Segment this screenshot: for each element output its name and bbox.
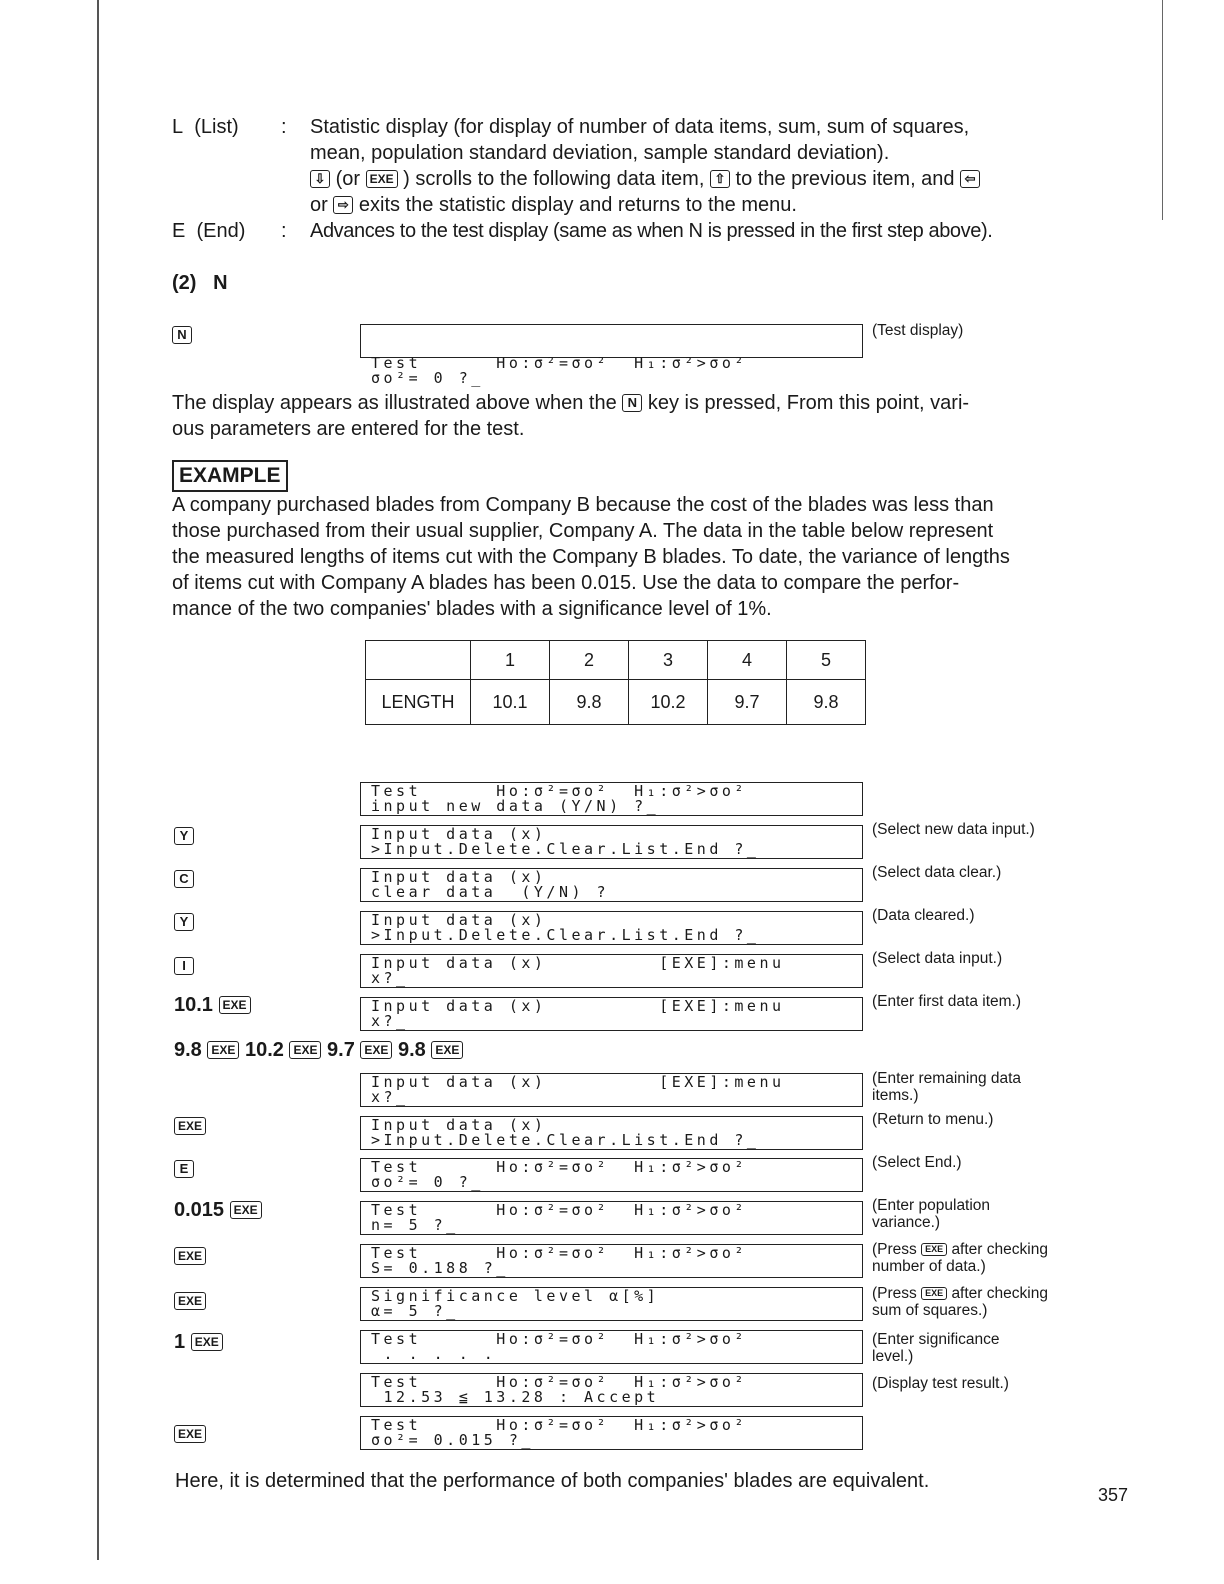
step-note: (Data cleared.) (872, 907, 975, 924)
i-key-icon: I (174, 957, 194, 975)
exe-key-icon: EXE (174, 1292, 206, 1310)
test-display-note: (Test display) (872, 322, 964, 339)
step-note: (Select data clear.) (872, 864, 1002, 881)
lcd-screen: Test Ho:σ²=σo² H₁:σ²>σo² n= 5 ?_ (360, 1201, 863, 1235)
exe-key-icon: EXE (207, 1041, 239, 1059)
lcd-screen: Test Ho:σ²=σo² H₁:σ²>σo² 12.53 ≦ 13.28 : Accept (360, 1373, 863, 1407)
end-key-label: E (End) (172, 220, 246, 242)
exe-key-icon: EXE (191, 1333, 223, 1351)
lcd-screen: Input data (x) [EXE]:menu x?_ (360, 997, 863, 1031)
length-data-table (365, 640, 866, 725)
down-arrow-key-icon: ⇩ (310, 170, 330, 188)
exe-key-icon: EXE (174, 1117, 206, 1135)
exe-key-icon: EXE (431, 1041, 463, 1059)
input-1: 1 EXE (174, 1331, 223, 1354)
table-row: LENGTH 10.1 9.8 10.2 9.7 9.8 (366, 680, 866, 725)
exe-key-icon: EXE (174, 1247, 206, 1265)
up-arrow-key-icon: ⇧ (710, 170, 730, 188)
input-0-015: 0.015 EXE (174, 1199, 262, 1222)
example-text: A company purchased blades from Company B because the cost of the blades was less than those purchased from their usual supplier, Company A. The data in the table below represent the measured lengths of items cut with the Company B blades. To date, the variance of lengths of items cut with Company A blades has been 0.015. Use the data to compare the perfor- mance of the two companies' blades with a significance level of 1%. (172, 494, 1010, 620)
end-description: Advances to the test display (same as when N is pressed in the first step above). (310, 220, 993, 242)
list-key-label: L (List) (172, 116, 239, 138)
right-arrow-key-icon: ⇨ (333, 196, 353, 214)
step-note: (Enter significance level.) (872, 1331, 1000, 1365)
lcd-screen: Input data (x) [EXE]:menu x?_ (360, 954, 863, 988)
lcd-screen: Test Ho:σ²=σo² H₁:σ²>σo² σo²= 0.015 ?_ (360, 1416, 863, 1450)
lcd-screen: Input data (x) >Input.Delete.Clear.List.End ?_ (360, 1116, 863, 1150)
step-note: (Enter remaining data items.) (872, 1070, 1022, 1104)
end-separator: : (281, 220, 287, 242)
exe-key-icon: EXE (360, 1041, 392, 1059)
exe-key-icon: EXE (921, 1287, 947, 1300)
lcd-screen: Input data (x) clear data (Y/N) ? (360, 868, 863, 902)
exe-key-icon: EXE (921, 1243, 947, 1256)
page-number: 357 (1098, 1485, 1129, 1505)
conclusion-text: Here, it is determined that the performance of both companies' blades are equivalent. (175, 1470, 930, 1492)
lcd-screen: Test Ho:σ²=σo² H₁:σ²>σo² input new data (Y/N) ?_ (360, 782, 863, 816)
y-key-icon: Y (174, 913, 194, 931)
lcd-screen: Input data (x) >Input.Delete.Clear.List.End ?_ (360, 825, 863, 859)
n-key-icon: N (172, 326, 192, 344)
step-note: (Press EXE after checking sum of squares.) (872, 1285, 1048, 1319)
step-note: (Return to menu.) (872, 1111, 994, 1128)
list-separator: : (281, 116, 287, 138)
lcd-screen: Input data (x) >Input.Delete.Clear.List.End ?_ (360, 911, 863, 945)
step-note: (Enter first data item.) (872, 993, 1022, 1010)
table-header-row: 1 2 3 4 5 (366, 641, 866, 680)
lcd-screen: Test Ho:σ²=σo² H₁:σ²>σo² S= 0.188 ?_ (360, 1244, 863, 1278)
n-key-icon: N (622, 394, 642, 412)
step-note: (Display test result.) (872, 1375, 1009, 1392)
lcd-test-display: Test Ho:σ²=σo² H₁:σ²>σo² σo²= 0 ?_ (360, 324, 863, 358)
example-label: EXAMPLE (172, 460, 288, 492)
lcd-screen: Input data (x) [EXE]:menu x?_ (360, 1073, 863, 1107)
step-2-heading: (2) N (172, 272, 228, 294)
page-right-edge (1162, 0, 1163, 220)
exe-key-icon: EXE (174, 1425, 206, 1443)
step-note: (Select data input.) (872, 950, 1003, 967)
lcd-screen: Test Ho:σ²=σo² H₁:σ²>σo² . . . . . (360, 1330, 863, 1364)
list-description: Statistic display (for display of number of data items, sum, sum of squares, mean, population standard deviation, sample standard deviation). ⇩ (or EXE ) scrolls to the following data item, ⇧ to the previous item, and ⇦ or ⇨ exits the statistic display and returns to the menu. (310, 114, 1070, 218)
y-key-icon: Y (174, 827, 194, 845)
intro-paragraph: The display appears as illustrated above when the N key is pressed, From this point, vari- ous parameters are entered for the test. (172, 392, 970, 440)
exe-key-icon: EXE (230, 1201, 262, 1219)
exe-key-icon: EXE (289, 1041, 321, 1059)
lcd-screen: Significance level α[%] α= 5 ?_ (360, 1287, 863, 1321)
step-note: (Enter population variance.) (872, 1197, 991, 1231)
c-key-icon: C (174, 870, 194, 888)
e-key-icon: E (174, 1160, 194, 1178)
lcd-screen: Test Ho:σ²=σo² H₁:σ²>σo² σo²= 0 ?_ (360, 1158, 863, 1192)
page-binding-edge (97, 0, 99, 1560)
input-10-1: 10.1 EXE (174, 994, 251, 1017)
left-arrow-key-icon: ⇦ (960, 170, 980, 188)
step-note: (Select End.) (872, 1154, 962, 1171)
step-note: (Select new data input.) (872, 821, 1035, 838)
exe-key-icon: EXE (366, 170, 398, 188)
exe-key-icon: EXE (219, 996, 251, 1014)
step-note: (Press EXE after checking number of data.) (872, 1241, 1048, 1275)
input-remaining-sequence: 9.8 EXE 10.2 EXE 9.7 EXE 9.8 EXE (174, 1039, 463, 1062)
